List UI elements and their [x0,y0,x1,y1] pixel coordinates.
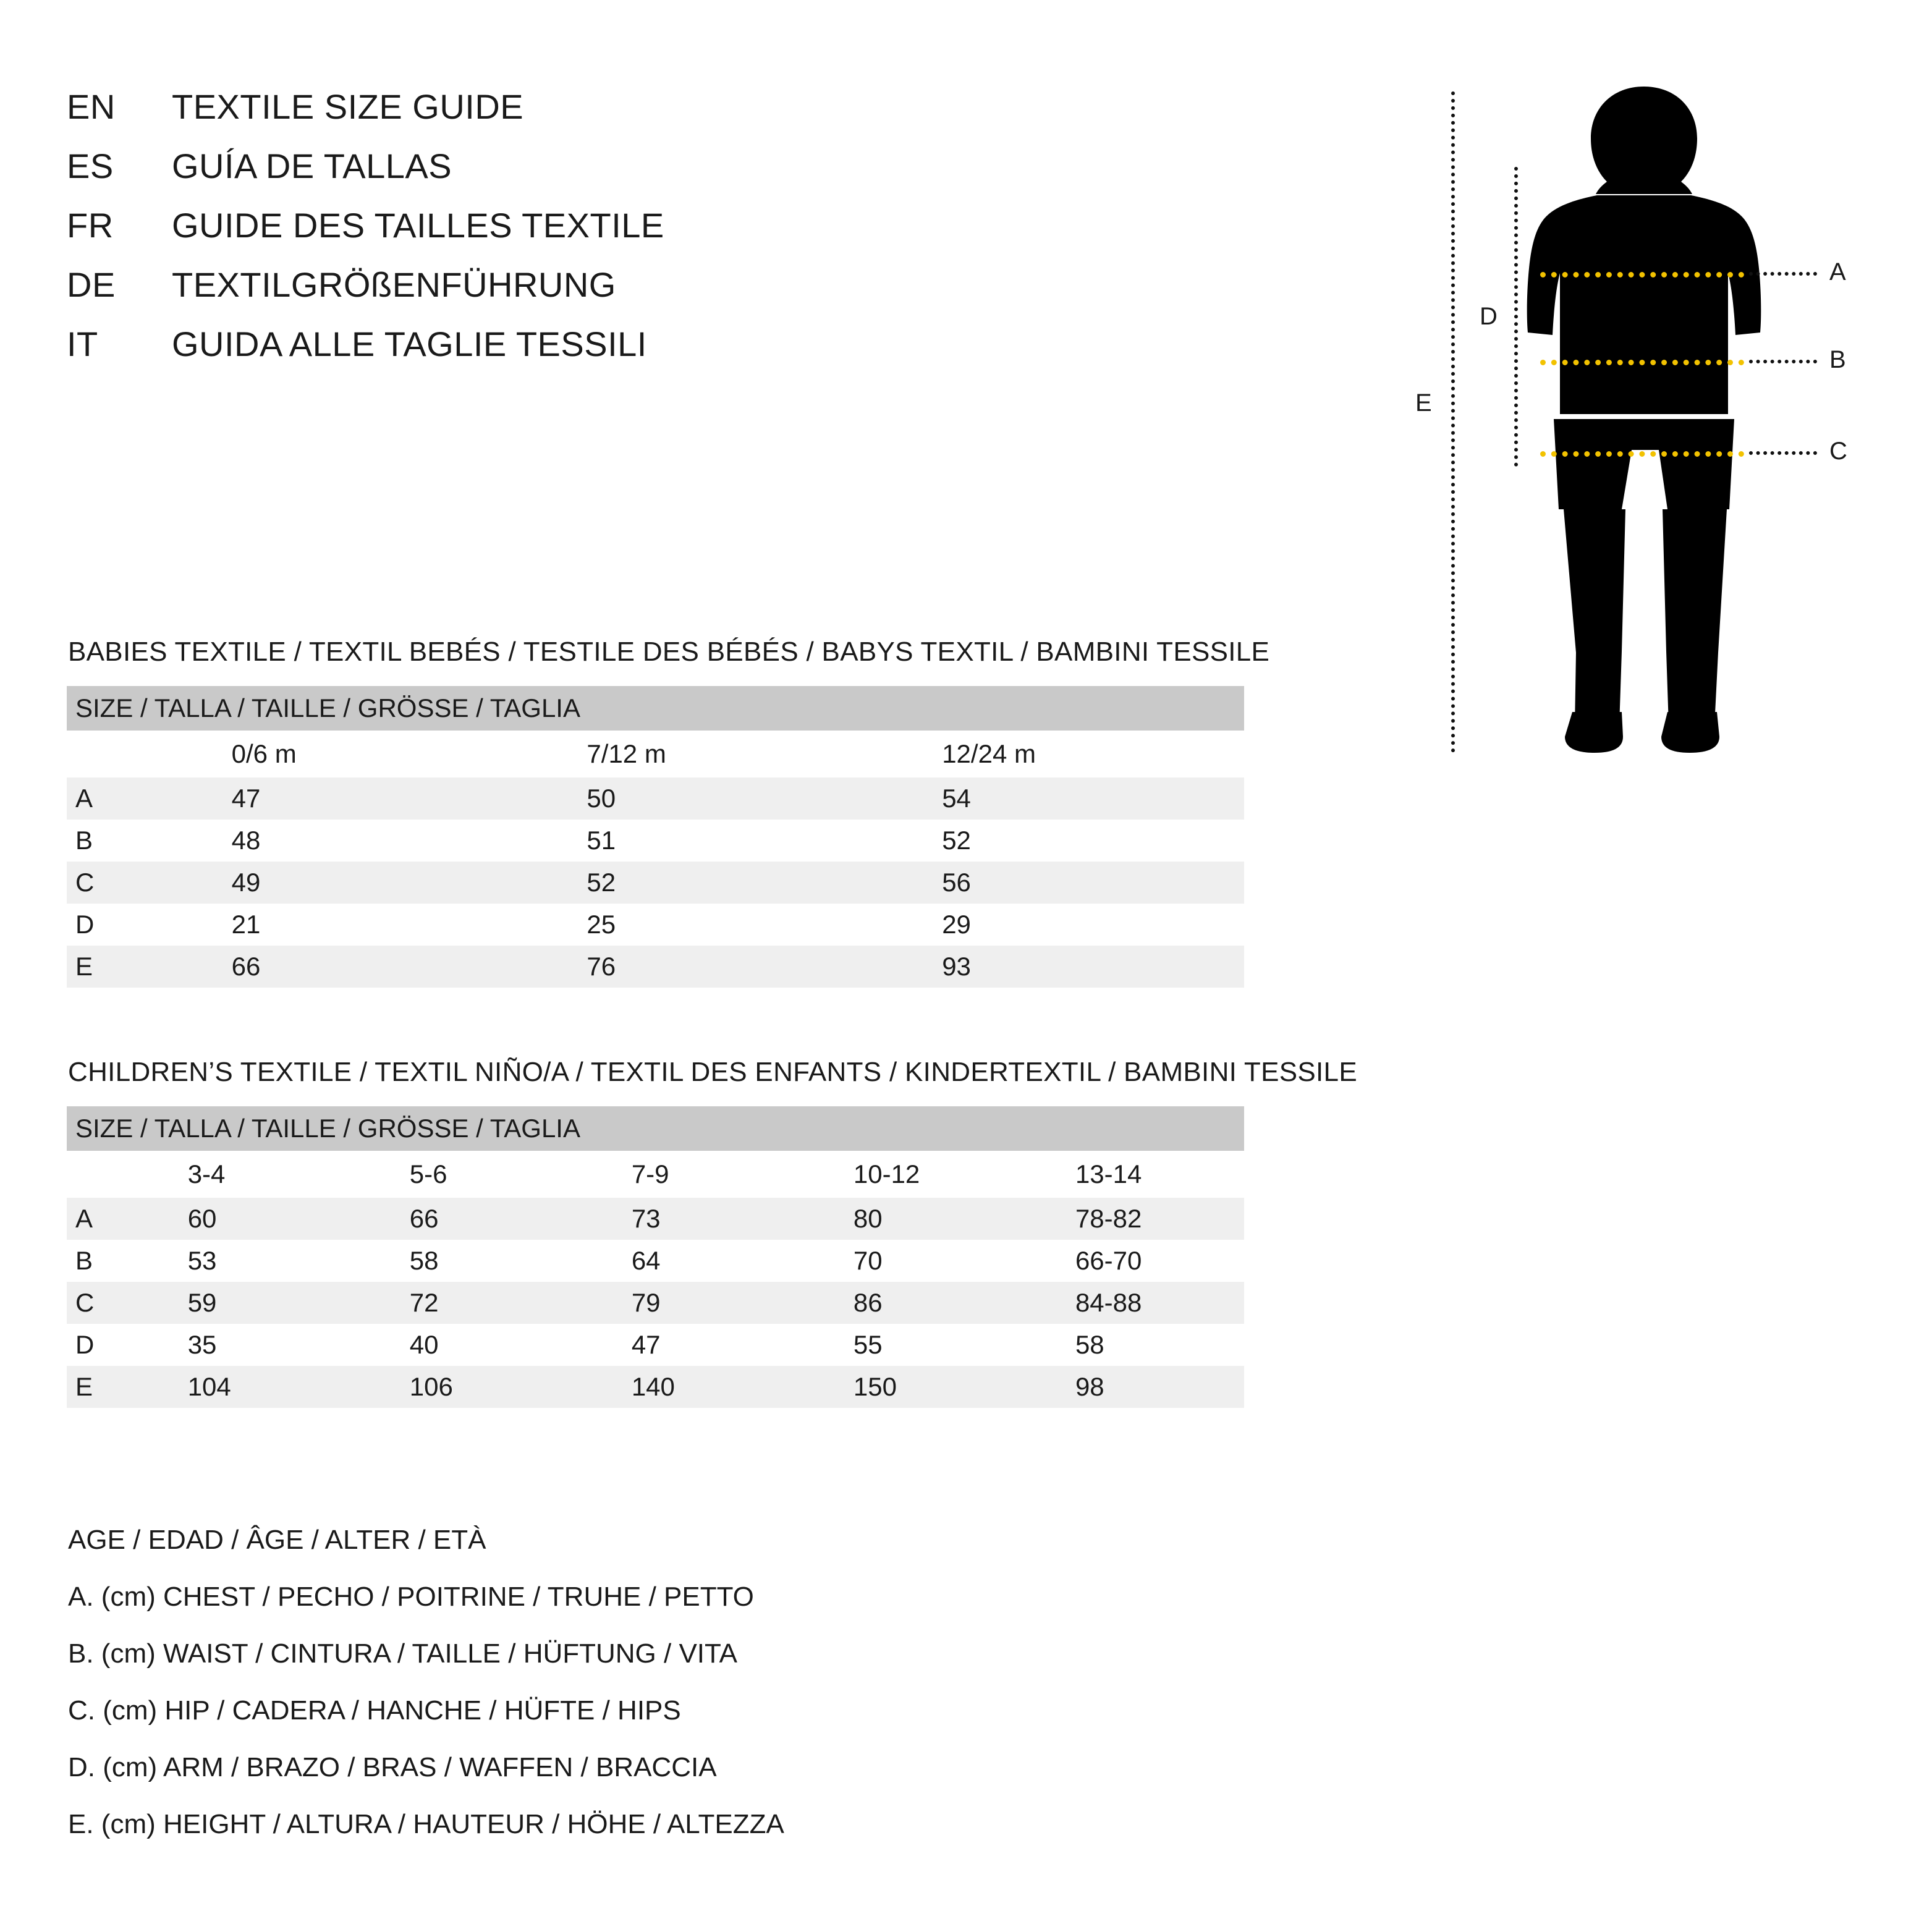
column-header: 5-6 [357,1151,578,1198]
chest-leader-line [1749,272,1817,276]
row-label: D [67,904,179,946]
hip-axis-label: C [1829,438,1847,465]
cell: 58 [357,1240,578,1282]
legend-item: B. (cm) WAIST / CINTURA / TAILLE / HÜFTUNG / VITA [68,1638,737,1669]
corner-cell [67,1151,135,1198]
babies-section-title: BABIES TEXTILE / TEXTIL BEBÉS / TESTILE DES BÉBÉS / BABYS TEXTIL / BAMBINI TESSILE [68,637,1270,667]
cell: 84-88 [1022,1282,1244,1324]
cell: 56 [889,862,1244,904]
legend-item: AGE / EDAD / ÂGE / ALTER / ETÀ [68,1525,486,1555]
legend-item: E. (cm) HEIGHT / ALTURA / HAUTEUR / HÖHE / ALTEZZA [68,1809,784,1839]
row-label: E [67,946,179,988]
waist-leader-line [1749,360,1817,363]
legend-item: C. (cm) HIP / CADERA / HANCHE / HÜFTE / HIPS [68,1695,681,1726]
cell: 52 [889,820,1244,862]
cell: 60 [135,1198,357,1240]
cell: 70 [800,1240,1022,1282]
cell: 48 [179,820,534,862]
babies-table-header: SIZE / TALLA / TAILLE / GRÖSSE / TAGLIA [67,686,1244,731]
arm-axis-label: D [1480,303,1498,330]
language-row [67,146,870,205]
cell: 35 [135,1324,357,1366]
cell: 140 [578,1366,800,1408]
cell: 66 [357,1198,578,1240]
table-row [67,777,1244,820]
language-code: DE [67,265,116,304]
cell: 55 [800,1324,1022,1366]
cell: 106 [357,1366,578,1408]
row-label: B [67,1240,135,1282]
language-title: GUIDA ALLE TAGLIE TESSILI [172,324,647,363]
legend-item: D. (cm) ARM / BRAZO / BRAS / WAFFEN / BRACCIA [68,1752,717,1782]
cell: 53 [135,1240,357,1282]
column-header: 3-4 [135,1151,357,1198]
cell: 59 [135,1282,357,1324]
cell: 66-70 [1022,1240,1244,1282]
height-axis-label: E [1415,389,1432,417]
children-size-table [67,1106,1244,1408]
cell: 29 [889,904,1244,946]
column-header: 7/12 m [533,731,889,777]
cell: 47 [179,777,534,820]
row-label: D [67,1324,135,1366]
cell: 25 [533,904,889,946]
cell: 79 [578,1282,800,1324]
measurement-figure [1403,80,1879,766]
cell: 66 [179,946,534,988]
table-row [67,820,1244,862]
column-header: 7-9 [578,1151,800,1198]
cell: 40 [357,1324,578,1366]
chest-axis-label: A [1829,258,1846,286]
corner-cell [67,731,179,777]
language-code: IT [67,324,98,363]
waist-measure-line [1540,360,1744,365]
table-column-header-row [67,1151,1244,1198]
height-guide-line [1451,91,1455,753]
table-row [67,1324,1244,1366]
cell: 58 [1022,1324,1244,1366]
row-label: E [67,1366,135,1408]
babies-size-table [67,686,1244,988]
cell: 64 [578,1240,800,1282]
column-header: 13-14 [1022,1151,1244,1198]
hip-measure-line [1540,451,1744,457]
cell: 76 [533,946,889,988]
child-silhouette-icon [1514,80,1774,754]
hip-leader-line [1749,451,1817,455]
cell: 73 [578,1198,800,1240]
table-header-band [67,686,1244,731]
table-row [67,904,1244,946]
cell: 51 [533,820,889,862]
row-label: B [67,820,179,862]
column-header: 0/6 m [179,731,534,777]
language-code: ES [67,146,114,185]
language-title: GUÍA DE TALLAS [172,146,452,185]
language-row [67,205,870,265]
children-table-header: SIZE / TALLA / TAILLE / GRÖSSE / TAGLIA [67,1106,1244,1151]
cell: 47 [578,1324,800,1366]
column-header: 10-12 [800,1151,1022,1198]
language-title: TEXTILE SIZE GUIDE [172,87,524,126]
row-label: C [67,1282,135,1324]
column-header: 12/24 m [889,731,1244,777]
row-label: C [67,862,179,904]
table-row [67,1282,1244,1324]
row-label: A [67,777,179,820]
table-header-band [67,1106,1244,1151]
cell: 86 [800,1282,1022,1324]
cell: 21 [179,904,534,946]
cell: 52 [533,862,889,904]
cell: 78-82 [1022,1198,1244,1240]
cell: 72 [357,1282,578,1324]
waist-axis-label: B [1829,346,1846,373]
table-row [67,946,1244,988]
table-row [67,1198,1244,1240]
language-title: GUIDE DES TAILLES TEXTILE [172,206,664,245]
children-section-title: CHILDREN’S TEXTILE / TEXTIL NIÑO/A / TEXTIL DES ENFANTS / KINDERTEXTIL / BAMBINI TESSILE [68,1057,1357,1087]
language-row [67,87,870,146]
cell: 50 [533,777,889,820]
legend-item: A. (cm) CHEST / PECHO / POITRINE / TRUHE / PETTO [68,1582,754,1612]
table-column-header-row [67,731,1244,777]
language-code: FR [67,206,114,245]
language-row [67,324,870,383]
cell: 93 [889,946,1244,988]
cell: 150 [800,1366,1022,1408]
table-row [67,1366,1244,1408]
table-row [67,1240,1244,1282]
measurement-legend [68,1527,1180,1868]
table-row [67,862,1244,904]
language-title-list [67,87,870,383]
language-row [67,265,870,324]
cell: 54 [889,777,1244,820]
cell: 80 [800,1198,1022,1240]
chest-measure-line [1540,272,1744,278]
cell: 104 [135,1366,357,1408]
row-label: A [67,1198,135,1240]
language-code: EN [67,87,116,126]
language-title: TEXTILGRÖßENFÜHRUNG [172,265,616,304]
cell: 98 [1022,1366,1244,1408]
cell: 49 [179,862,534,904]
